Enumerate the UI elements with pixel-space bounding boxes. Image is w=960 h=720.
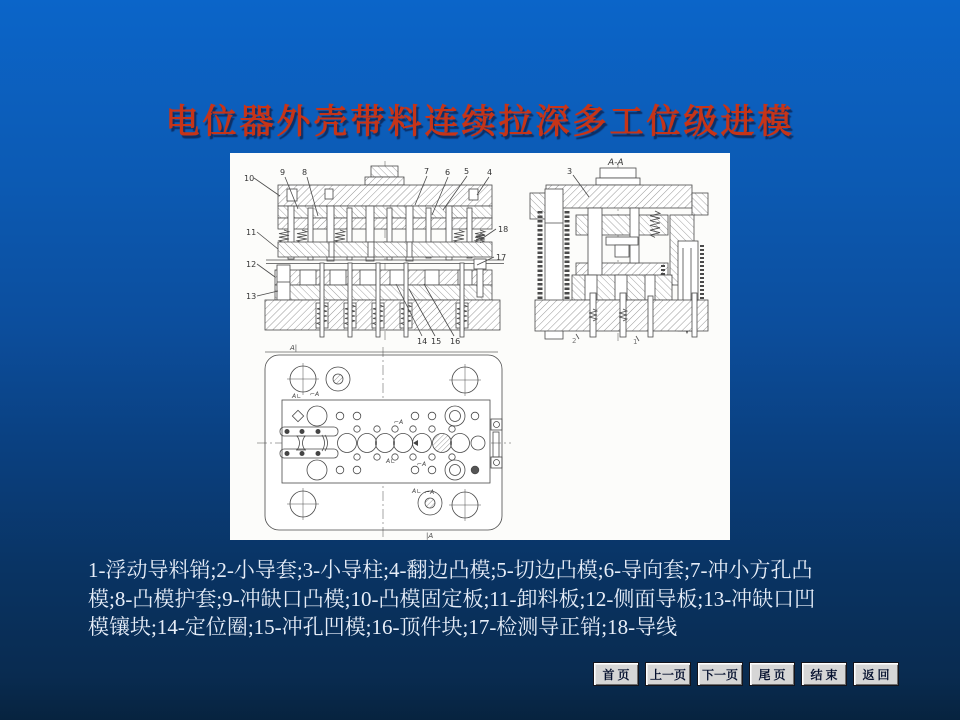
- die-diagram: [230, 153, 730, 540]
- part-label: 12: [246, 260, 257, 269]
- section-mark: A∟: [412, 488, 422, 495]
- caption-line: 模;8-凸模护套;9-冲缺口凸模;10-凸模固定板;11-卸料板;12-侧面导板;13-冲缺口凹: [88, 586, 816, 611]
- part-label: 8: [302, 168, 308, 177]
- part-label: 15: [431, 337, 442, 346]
- nav-button-last[interactable]: 尾 页: [749, 662, 795, 686]
- part-label: 16: [450, 337, 461, 346]
- nav-bar: [593, 662, 899, 686]
- plan-view: [257, 347, 511, 537]
- part-label: 3: [567, 167, 573, 176]
- section-mark: |A: [426, 532, 434, 540]
- part-label: 18: [498, 225, 509, 234]
- part-label: 9: [280, 168, 286, 177]
- section-mark: ⌐A: [425, 489, 435, 496]
- section-mark: ⌐A: [394, 419, 404, 426]
- section-title: A-A: [608, 158, 624, 168]
- nav-button-end[interactable]: 结 束: [801, 662, 847, 686]
- caption-line: 1-浮动导料销;2-小导套;3-小导柱;4-翻边凸模;5-切边凸模;6-导向套;7-冲小方孔凸: [88, 558, 813, 582]
- part-label: 1: [633, 338, 638, 346]
- part-label: 11: [246, 228, 257, 237]
- part-label: 4: [487, 168, 493, 177]
- caption: [88, 556, 896, 642]
- part-label: 10: [244, 174, 255, 183]
- section-mark: ⌐A: [417, 461, 427, 468]
- part-label: 14: [417, 337, 428, 346]
- part-label: 17: [496, 253, 507, 262]
- part-label: 5: [464, 167, 470, 176]
- section-mark: A∟: [292, 393, 302, 400]
- section-mark: A∟: [386, 458, 396, 465]
- nav-button-back[interactable]: 返 回: [853, 662, 899, 686]
- nav-button-first[interactable]: 首 页: [593, 662, 639, 686]
- page-title: 电位器外壳带料连续拉深多工位级进模: [165, 104, 795, 141]
- part-label: 2: [572, 337, 577, 345]
- left-section-view: [254, 161, 507, 343]
- caption-line: 模镶块;14-定位圈;15-冲孔凹模;16-顶件块;17-检测导正销;18-导线: [88, 615, 678, 639]
- diagram-panel: [230, 153, 730, 540]
- nav-button-prev[interactable]: 上一页: [645, 662, 691, 686]
- part-label: 6: [445, 168, 451, 177]
- nav-button-next[interactable]: 下一页: [697, 662, 743, 686]
- section-mark: A|: [290, 344, 298, 352]
- part-label: 7: [424, 167, 430, 176]
- aa-section-view: [530, 163, 708, 341]
- section-mark: ⌐A: [310, 391, 320, 398]
- part-label: 13: [246, 292, 257, 301]
